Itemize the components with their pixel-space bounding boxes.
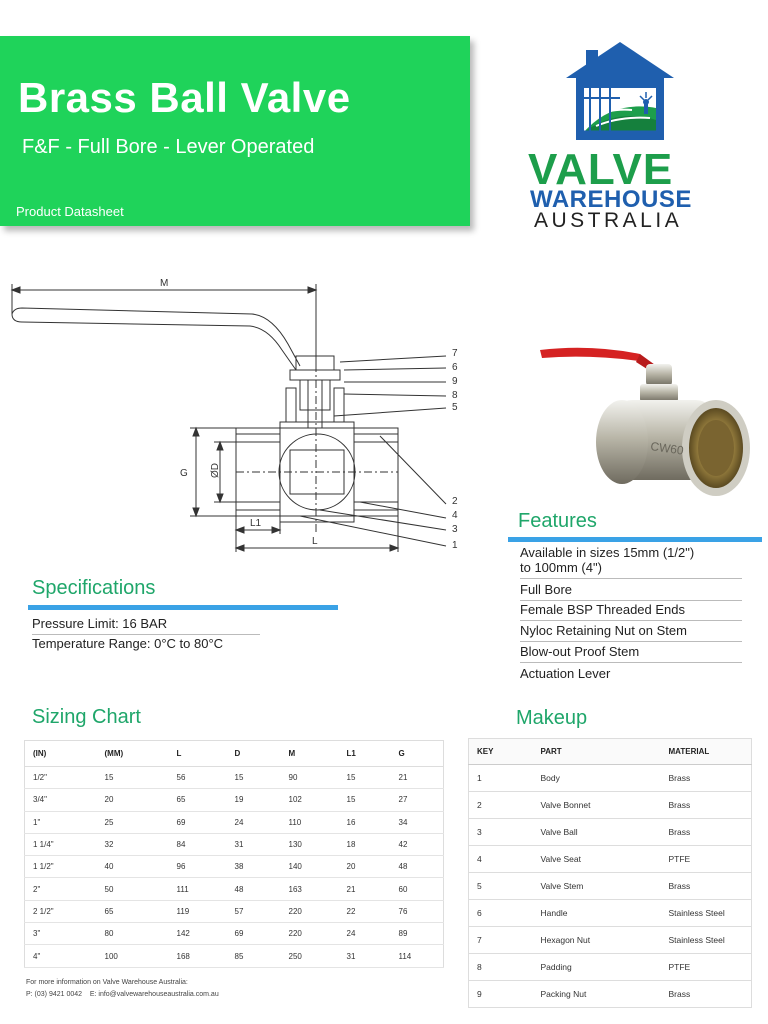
page-title: Brass Ball Valve [18, 74, 351, 121]
table-row [469, 765, 752, 792]
table-cell: 100 [97, 945, 169, 967]
footer-email-link[interactable]: E: info@valvewarehouseaustralia.com.au [89, 991, 219, 998]
column-header: (IN) [25, 741, 97, 767]
column-header: (MM) [97, 741, 169, 767]
table-header-row [25, 741, 444, 767]
logo-line-valve: VALVE [528, 145, 674, 194]
table-row [25, 878, 444, 900]
callout-label: 5 [452, 402, 458, 413]
table-cell: 65 [169, 789, 227, 811]
logo-line-australia: AUSTRALIA [534, 209, 683, 232]
table-cell: 19 [227, 789, 281, 811]
dim-l1-label: L1 [250, 518, 262, 529]
table-cell: 96 [169, 856, 227, 878]
table-cell: 20 [97, 789, 169, 811]
table-cell: 250 [281, 945, 339, 967]
table-cell: 111 [169, 878, 227, 900]
table-cell: 168 [169, 945, 227, 967]
table-cell: 15 [227, 767, 281, 789]
table-cell: 114 [391, 945, 444, 967]
table-header-row [469, 739, 752, 765]
table-cell: 2 [469, 792, 533, 819]
table-row [469, 873, 752, 900]
dim-m-label: M [160, 278, 169, 289]
table-cell: 140 [281, 856, 339, 878]
footer-contact-line [26, 989, 219, 1001]
table-cell: 7 [469, 927, 533, 954]
column-header: KEY [469, 739, 533, 765]
table-cell: 220 [281, 900, 339, 922]
header-banner [0, 36, 470, 226]
table-cell: 16 [339, 811, 391, 833]
table-cell: Stainless Steel [661, 900, 752, 927]
table-cell: 21 [391, 767, 444, 789]
contact-footer [26, 977, 219, 1001]
column-header: MATERIAL [661, 739, 752, 765]
table-row [25, 900, 444, 922]
table-cell: 15 [339, 789, 391, 811]
table-row [469, 954, 752, 981]
table-cell: 56 [169, 767, 227, 789]
table-cell: 84 [169, 833, 227, 855]
table-row [469, 927, 752, 954]
table-cell: 1" [25, 811, 97, 833]
table-cell: 24 [227, 811, 281, 833]
table-cell: 76 [391, 900, 444, 922]
table-cell: Valve Stem [533, 873, 661, 900]
callout-label: 2 [452, 496, 458, 507]
page-subtitle: F&F - Full Bore - Lever Operated [22, 136, 315, 158]
table-cell: 15 [339, 767, 391, 789]
logo-line-warehouse: WAREHOUSE [530, 186, 692, 213]
table-row [25, 945, 444, 967]
feature-item: Full Bore [520, 582, 742, 601]
table-cell: 25 [97, 811, 169, 833]
table-cell: 9 [469, 981, 533, 1008]
footer-intro: For more information on Valve Warehouse Australia: [26, 979, 188, 986]
feature-item: Nyloc Retaining Nut on Stem [520, 623, 742, 642]
table-row [25, 833, 444, 855]
table-cell: Hexagon Nut [533, 927, 661, 954]
table-cell: 15 [97, 767, 169, 789]
callout-label: 9 [452, 376, 458, 387]
specifications-accent-bar [28, 605, 338, 610]
dim-g-label: G [180, 468, 188, 479]
table-cell: 40 [97, 856, 169, 878]
callout-label: 6 [452, 362, 458, 373]
feature-item: Blow-out Proof Stem [520, 644, 742, 663]
callout-label: 8 [452, 390, 458, 401]
table-cell: 32 [97, 833, 169, 855]
table-cell: 8 [469, 954, 533, 981]
table-cell: 5 [469, 873, 533, 900]
table-cell: 2" [25, 878, 97, 900]
column-header: D [227, 741, 281, 767]
table-cell: 2 1/2" [25, 900, 97, 922]
table-row [25, 856, 444, 878]
svg-text:CW60: CW60 [649, 439, 685, 458]
table-cell: 57 [227, 900, 281, 922]
footer-phone: P: (03) 9421 0042 [26, 991, 83, 998]
table-cell: 48 [227, 878, 281, 900]
table-cell: Body [533, 765, 661, 792]
table-cell: 3/4" [25, 789, 97, 811]
valve-technical-drawing [0, 270, 470, 560]
table-cell: 48 [391, 856, 444, 878]
table-cell: 24 [339, 923, 391, 945]
table-row [469, 846, 752, 873]
table-cell: PTFE [661, 846, 752, 873]
dim-d-label: ØD [210, 463, 221, 478]
table-cell: 3 [469, 819, 533, 846]
house-field-sprinkler-logo-icon [560, 38, 680, 146]
callout-label: 4 [452, 510, 458, 521]
features-heading: Features [518, 510, 597, 532]
table-cell: 163 [281, 878, 339, 900]
table-cell: 85 [227, 945, 281, 967]
callout-label: 7 [452, 348, 458, 359]
feature-item: Available in sizes 15mm (1/2") to 100mm (4") [520, 545, 742, 579]
table-cell: Padding [533, 954, 661, 981]
table-cell: Brass [661, 819, 752, 846]
table-cell: 27 [391, 789, 444, 811]
table-cell: 1 1/2" [25, 856, 97, 878]
table-cell: 21 [339, 878, 391, 900]
callout-label: 1 [452, 540, 458, 551]
features-accent-bar [508, 537, 762, 542]
sizing-chart-table [24, 740, 444, 968]
table-cell: 1 1/4" [25, 833, 97, 855]
table-cell: 42 [391, 833, 444, 855]
table-cell: 31 [339, 945, 391, 967]
column-header: L1 [339, 741, 391, 767]
table-cell: 4" [25, 945, 97, 967]
table-row [469, 900, 752, 927]
table-cell: 6 [469, 900, 533, 927]
table-cell: 220 [281, 923, 339, 945]
table-cell: 3" [25, 923, 97, 945]
makeup-table [468, 738, 752, 1008]
callout-label: 3 [452, 524, 458, 535]
table-cell: 69 [227, 923, 281, 945]
table-cell: 90 [281, 767, 339, 789]
table-cell: PTFE [661, 954, 752, 981]
makeup-heading: Makeup [516, 707, 588, 729]
table-row [25, 767, 444, 789]
table-cell: Brass [661, 765, 752, 792]
table-cell: 89 [391, 923, 444, 945]
table-cell: 102 [281, 789, 339, 811]
table-cell: Handle [533, 900, 661, 927]
table-cell: 4 [469, 846, 533, 873]
table-row [469, 792, 752, 819]
column-header: L [169, 741, 227, 767]
column-header: M [281, 741, 339, 767]
table-row [25, 811, 444, 833]
column-header: PART [533, 739, 661, 765]
table-cell: 60 [391, 878, 444, 900]
brass-ball-valve-photo-icon [530, 330, 760, 510]
table-cell: 69 [169, 811, 227, 833]
table-cell: 20 [339, 856, 391, 878]
specifications-heading: Specifications [32, 577, 156, 599]
ball-valve-cross-section-drawing-icon [0, 270, 470, 560]
table-cell: Valve Seat [533, 846, 661, 873]
dim-l-label: L [312, 536, 318, 547]
table-cell: 1 [469, 765, 533, 792]
feature-item: Actuation Lever [520, 666, 611, 681]
table-row [25, 923, 444, 945]
product-photo [530, 330, 760, 510]
table-cell: Stainless Steel [661, 927, 752, 954]
company-logo [520, 38, 720, 238]
spec-item: Temperature Range: 0°C to 80°C [32, 636, 224, 651]
table-row [25, 789, 444, 811]
table-cell: Valve Ball [533, 819, 661, 846]
table-cell: 65 [97, 900, 169, 922]
table-cell: 50 [97, 878, 169, 900]
table-row [469, 819, 752, 846]
table-cell: 130 [281, 833, 339, 855]
spec-item: Pressure Limit: 16 BAR [32, 616, 260, 635]
table-cell: 1/2" [25, 767, 97, 789]
table-row [469, 981, 752, 1008]
table-cell: 18 [339, 833, 391, 855]
table-cell: 80 [97, 923, 169, 945]
table-cell: 38 [227, 856, 281, 878]
table-cell: 34 [391, 811, 444, 833]
table-cell: Brass [661, 981, 752, 1008]
table-cell: 142 [169, 923, 227, 945]
table-cell: Valve Bonnet [533, 792, 661, 819]
sizing-chart-heading: Sizing Chart [32, 706, 141, 728]
datasheet-tag: Product Datasheet [16, 204, 124, 219]
table-cell: Brass [661, 792, 752, 819]
table-cell: Packing Nut [533, 981, 661, 1008]
column-header: G [391, 741, 444, 767]
table-cell: 22 [339, 900, 391, 922]
table-cell: 119 [169, 900, 227, 922]
table-cell: 31 [227, 833, 281, 855]
table-cell: Brass [661, 873, 752, 900]
table-cell: 110 [281, 811, 339, 833]
feature-item: Female BSP Threaded Ends [520, 602, 742, 621]
